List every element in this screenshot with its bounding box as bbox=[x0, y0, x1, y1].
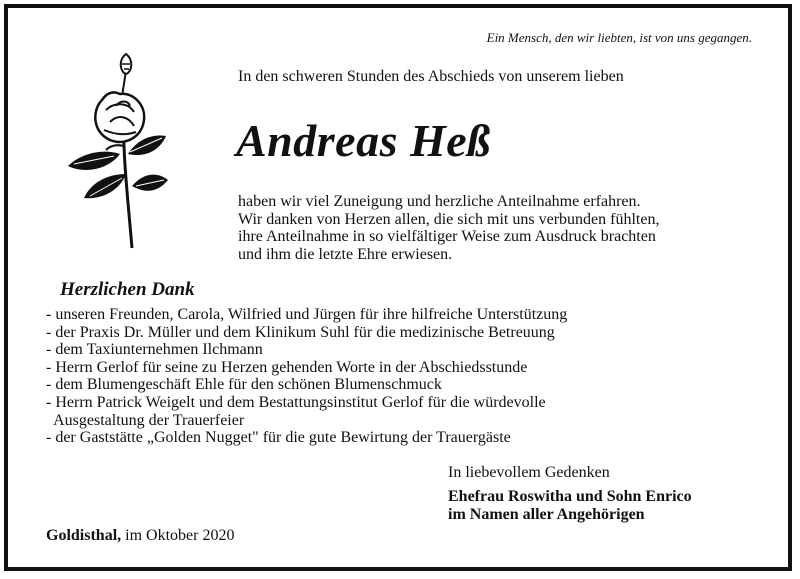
list-item: - unseren Freunden, Carola, Wilfried und Jürgen für ihre hilfreiche Unterstützung bbox=[46, 306, 568, 323]
signatory-line: Ehefrau Roswitha und Sohn Enrico bbox=[448, 488, 692, 505]
list-item: Ausgestaltung der Trauerfeier bbox=[46, 411, 245, 429]
list-item: - Herrn Gerlof für seine zu Herzen gehenden Worte in der Abschiedsstunde bbox=[46, 358, 528, 376]
rose-icon bbox=[62, 50, 172, 250]
list-item: - der Gaststätte „Golden Nugget" für die gute Bewirtung der Trauergäste bbox=[46, 429, 511, 447]
thanks-line: ihre Anteilnahme in so vielfältiger Weise zum Ausdruck brachten bbox=[238, 228, 656, 245]
list-item: - Herrn Patrick Weigelt und dem Bestattungsinstitut Gerlof für die würdevolle bbox=[46, 393, 546, 411]
sign-intro: In liebevollem Gedenken bbox=[448, 464, 610, 481]
signatories bbox=[448, 488, 692, 524]
motto: Ein Mensch, den wir liebten, ist von uns gegangen. bbox=[486, 30, 752, 45]
place-date bbox=[46, 527, 234, 545]
thanks-paragraph bbox=[238, 193, 659, 263]
intro-text: In den schweren Stunden des Abschieds von unserem lieben bbox=[238, 68, 624, 85]
deceased-name: Andreas Heß bbox=[236, 115, 491, 166]
list-item: - der Praxis Dr. Müller und dem Klinikum Suhl für die medizinische Betreuung bbox=[46, 323, 555, 341]
place: Goldisthal, bbox=[46, 527, 122, 544]
list-item: - dem Blumengeschäft Ehle für den schönen Blumenschmuck bbox=[46, 376, 442, 394]
dank-heading: Herzlichen Dank bbox=[60, 279, 195, 300]
signatory-line: im Namen aller Angehörigen bbox=[448, 506, 645, 523]
thanks-line: und ihm die letzte Ehre erwiesen. bbox=[238, 245, 453, 263]
date: im Oktober 2020 bbox=[121, 527, 235, 544]
thanks-line: Wir danken von Herzen allen, die sich mit uns verbunden fühlten, bbox=[238, 210, 660, 228]
thanks-line: haben wir viel Zuneigung und herzliche Anteilnahme erfahren. bbox=[238, 193, 641, 210]
thanks-list bbox=[46, 306, 567, 447]
list-item: - dem Taxiunternehmen Ilchmann bbox=[46, 341, 263, 359]
